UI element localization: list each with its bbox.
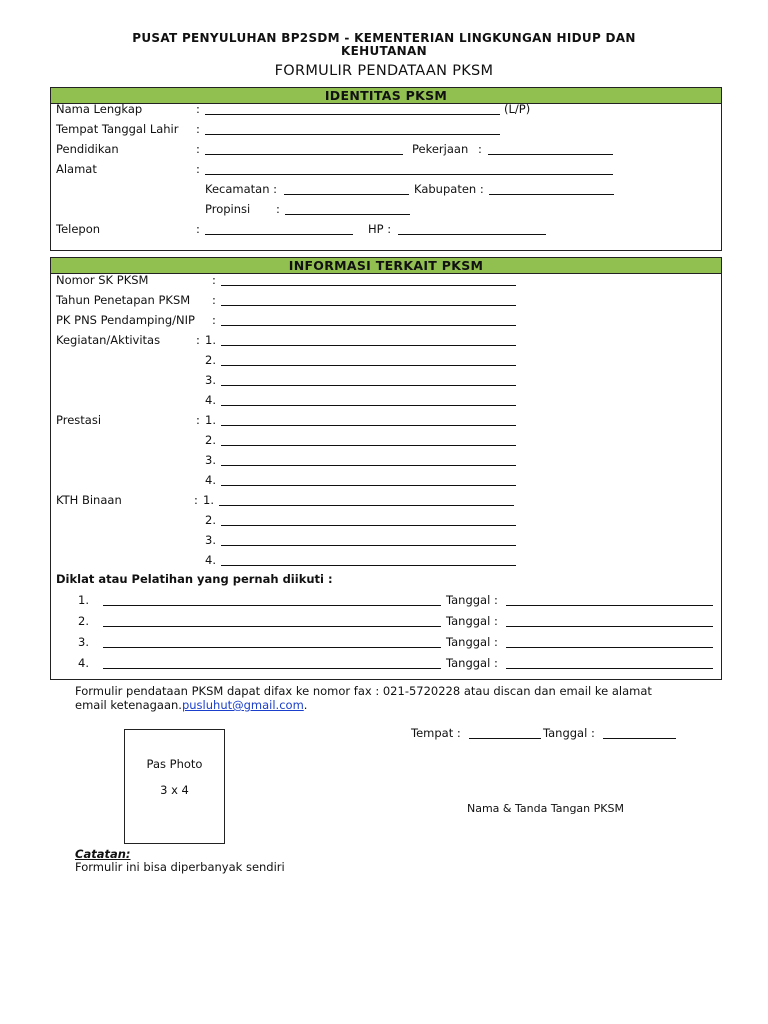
telepon-field[interactable] (205, 234, 353, 235)
label-kecamatan: Kecamatan : (205, 182, 278, 196)
label-kth: KTH Binaan (56, 493, 122, 507)
label-tanggal: Tanggal : (446, 635, 498, 649)
kabupaten-field[interactable] (489, 194, 614, 195)
fax-note: Formulir pendataan PKSM dapat difax ke nomor fax : 021-5720228 atau discan dan email ke alamat (75, 684, 652, 698)
kegiatan-field-2[interactable] (221, 365, 516, 366)
colon: : (196, 102, 200, 116)
item-number: 3. (205, 533, 216, 547)
label-kabupaten: Kabupaten : (414, 182, 484, 196)
item-number: 3. (78, 635, 89, 649)
pk-pns-field[interactable] (221, 325, 516, 326)
diklat-tanggal-2[interactable] (506, 626, 713, 627)
colon: : (196, 333, 200, 347)
label-hp: HP : (368, 222, 392, 236)
diklat-tanggal-3[interactable] (506, 647, 713, 648)
photo-size: 3 x 4 (160, 783, 189, 797)
diklat-field-3[interactable] (103, 647, 441, 648)
nomor-sk-field[interactable] (221, 285, 516, 286)
label-nomor-sk: Nomor SK PKSM (56, 273, 149, 287)
form-title: FORMULIR PENDATAAN PKSM (274, 63, 494, 79)
diklat-field-1[interactable] (103, 605, 441, 606)
diklat-heading: Diklat atau Pelatihan yang pernah diikuti : (56, 572, 333, 586)
diklat-tanggal-4[interactable] (506, 668, 713, 669)
propinsi-field[interactable] (285, 214, 410, 215)
hp-field[interactable] (398, 234, 546, 235)
tanggal-ttd-field[interactable] (603, 738, 676, 739)
kecamatan-field[interactable] (284, 194, 409, 195)
label-nama: Nama Lengkap (56, 102, 143, 116)
diklat-field-4[interactable] (103, 668, 441, 669)
item-number: 4. (205, 393, 216, 407)
email-note-suffix: . (303, 698, 308, 712)
tahun-field[interactable] (221, 305, 516, 306)
diklat-tanggal-1[interactable] (506, 605, 713, 606)
item-number: 4. (205, 473, 216, 487)
catatan-label: Catatan: (75, 847, 131, 861)
colon: : (196, 222, 200, 236)
colon: : (196, 162, 200, 176)
colon: : (194, 493, 198, 507)
label-tanggal-ttd: Tanggal : (543, 726, 595, 740)
label-prestasi: Prestasi (56, 413, 102, 427)
informasi-heading: INFORMASI TERKAIT PKSM (51, 258, 721, 274)
label-tahun: Tahun Penetapan PKSM (56, 293, 191, 307)
colon: : (196, 142, 200, 156)
organization-header (0, 32, 768, 58)
label-alamat: Alamat (56, 162, 97, 176)
item-number: 2. (205, 513, 216, 527)
alamat-field[interactable] (205, 174, 613, 175)
item-number: 2. (205, 433, 216, 447)
label-tanggal: Tanggal : (446, 614, 498, 628)
label-lp: (L/P) (504, 102, 531, 116)
email-note-prefix: email ketenagaan. (75, 698, 182, 712)
label-propinsi: Propinsi (205, 202, 251, 216)
diklat-field-2[interactable] (103, 626, 441, 627)
item-number: 3. (205, 453, 216, 467)
item-number: 2. (205, 353, 216, 367)
colon: : (212, 313, 216, 327)
nama-field[interactable] (205, 114, 500, 115)
label-telepon: Telepon (56, 222, 101, 236)
catatan-text: Formulir ini bisa diperbanyak sendiri (75, 860, 285, 874)
colon: : (196, 122, 200, 136)
email-link[interactable]: pusluhut@gmail.com (181, 698, 304, 712)
kth-field-3[interactable] (221, 545, 516, 546)
pekerjaan-field[interactable] (488, 154, 613, 155)
label-tempat: Tempat : (411, 726, 461, 740)
prestasi-field-2[interactable] (221, 445, 516, 446)
colon: : (212, 273, 216, 287)
item-number: 1. (78, 593, 89, 607)
item-number: 4. (78, 656, 89, 670)
kegiatan-field-3[interactable] (221, 385, 516, 386)
photo-label: Pas Photo (146, 757, 203, 771)
kth-field-2[interactable] (221, 525, 516, 526)
ttl-field[interactable] (205, 134, 500, 135)
kegiatan-field-1[interactable] (221, 345, 516, 346)
prestasi-field-4[interactable] (221, 485, 516, 486)
colon: : (196, 413, 200, 427)
label-pekerjaan: Pekerjaan (412, 142, 469, 156)
item-number: 1. (205, 333, 216, 347)
label-tanggal: Tanggal : (446, 593, 498, 607)
pendidikan-field[interactable] (205, 154, 403, 155)
label-ttl: Tempat Tanggal Lahir (56, 122, 179, 136)
item-number: 4. (205, 553, 216, 567)
kth-field-1[interactable] (219, 505, 514, 506)
label-pk-pns: PK PNS Pendamping/NIP (56, 313, 195, 327)
identitas-heading: IDENTITAS PKSM (51, 88, 721, 104)
organization-name: PUSAT PENYULUHAN BP2SDM - KEMENTERIAN LINGKUNGAN HIDUP DAN KEHUTANAN (132, 31, 636, 58)
kegiatan-field-4[interactable] (221, 405, 516, 406)
prestasi-field-3[interactable] (221, 465, 516, 466)
item-number: 3. (205, 373, 216, 387)
item-number: 2. (78, 614, 89, 628)
email-note (75, 698, 307, 712)
kth-field-4[interactable] (221, 565, 516, 566)
label-kegiatan: Kegiatan/Aktivitas (56, 333, 161, 347)
label-pendidikan: Pendidikan (56, 142, 119, 156)
colon: : (478, 142, 482, 156)
item-number: 1. (205, 413, 216, 427)
tempat-field[interactable] (469, 738, 541, 739)
colon: : (212, 293, 216, 307)
label-tanggal: Tanggal : (446, 656, 498, 670)
colon: : (276, 202, 280, 216)
prestasi-field-1[interactable] (221, 425, 516, 426)
signature-label: Nama & Tanda Tangan PKSM (467, 802, 624, 815)
item-number: 1. (203, 493, 214, 507)
